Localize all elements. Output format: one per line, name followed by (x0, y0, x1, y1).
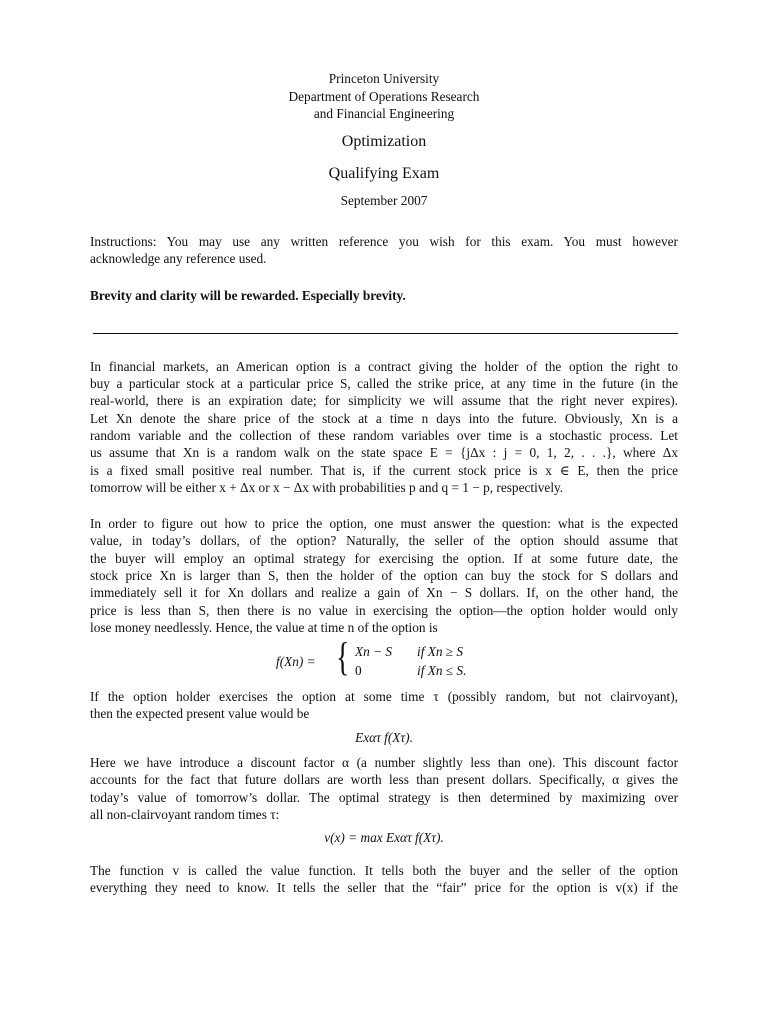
subject-title: Optimization (341, 133, 427, 150)
para2-line: immediately sell it for Xn dollars and realize a gain of Xn − S dollars. If, on the other hand, the (90, 585, 678, 600)
para1-line: is a fixed small positive real number. That is, if the current stock price is x ∈ E, then the price (90, 463, 678, 478)
para1-line: Let Xn denote the share price of the stock at a time n days into the future. Obviously, Xn is a (90, 411, 678, 426)
para2-line: lose money needlessly. Hence, the value at time n of the option is (90, 620, 438, 635)
exam-title: Qualifying Exam (328, 165, 440, 182)
para4-line: today’s value of tomorrow’s dollar. The optimal strategy is then determined by maximizing over (90, 790, 678, 805)
para2-line: stock price Xn is larger than S, then the holder of the option can buy the stock for S dollars and (90, 568, 678, 583)
para1-line: us assume that Xn is a random walk on the state space E = {jΔx : j = 0, 1, 2, . . .}, where Δx (90, 445, 678, 460)
university-name: Princeton University (328, 71, 440, 86)
equation-case2-value: 0 (355, 663, 362, 678)
para1-line: tomorrow will be either x + Δx or x − Δx with probabilities p and q = 1 − p, respectively. (90, 480, 564, 495)
horizontal-rule (93, 333, 678, 334)
expected-value-equation: Exατ f(Xτ). (355, 730, 413, 745)
value-function-equation: v(x) = max Exατ f(Xτ). (324, 830, 444, 845)
para4-line: accounts for the fact that future dollars are worth less than present dollars. Specifically, α gives the (90, 772, 678, 787)
equation-case1-condition: if Xn ≥ S (417, 644, 464, 659)
para2-line: price is less than S, then there is no value in exercising the option—the option holder would only (90, 603, 678, 618)
equation-case1-value: Xn − S (355, 644, 393, 659)
para2-line: the buyer will employ an optimal strategy for exercising the option. If at some future date, the (90, 551, 678, 566)
para5-line: everything they need to know. It tells the seller that the “fair” price for the option is v(x) if the (90, 880, 678, 895)
para2-line: value, in today’s dollars, of the option? Naturally, the seller of the option should assume that (90, 533, 678, 548)
exam-date: September 2007 (340, 193, 428, 208)
para1-line: real-world, there is an expiration date; for simplicity we will assume that the right never expires). (90, 393, 678, 408)
para4-line: all non-clairvoyant random times τ: (90, 807, 280, 822)
para1-line: In financial markets, an American option is a contract giving the holder of the option the right to (90, 359, 678, 374)
para2-line: In order to figure out how to price the option, one must answer the question: what is the expected (90, 516, 678, 531)
department-line-1: Department of Operations Research (288, 89, 480, 104)
instructions-line-1: Instructions: You may use any written reference you wish for this exam. You must however (90, 234, 678, 249)
para3-line: then the expected present value would be (90, 706, 310, 721)
department-line-2: and Financial Engineering (313, 106, 455, 121)
para1-line: buy a particular stock at a particular price S, called the strike price, at any time in the future (in the (90, 376, 678, 391)
para1-line: random variable and the collection of these random variables over time is a stochastic process. Let (90, 428, 678, 443)
brace-symbol: { (336, 634, 350, 679)
para3-line: If the option holder exercises the option at some time τ (possibly random, but not clairvoyant), (90, 689, 678, 704)
brevity-note: Brevity and clarity will be rewarded. Especially brevity. (90, 288, 406, 303)
equation-lhs: f(Xn) = (276, 654, 316, 669)
instructions-line-2: acknowledge any reference used. (90, 251, 267, 266)
para4-line: Here we have introduce a discount factor α (a number slightly less than one). This discount factor (90, 755, 678, 770)
equation-case2-condition: if Xn ≤ S. (417, 663, 467, 678)
para5-line: The function v is called the value function. It tells both the buyer and the seller of the option (90, 863, 678, 878)
